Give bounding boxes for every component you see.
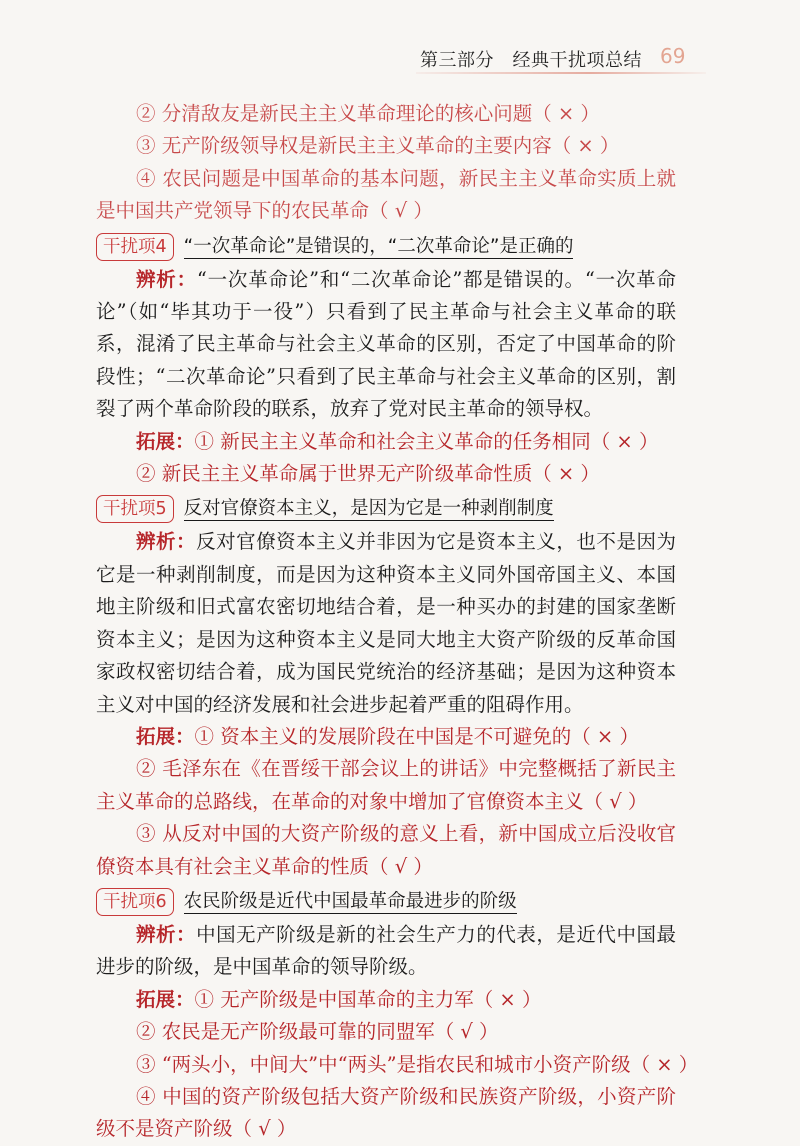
distractor-tag: 干扰项6 bbox=[96, 888, 174, 916]
distractor-heading bbox=[96, 885, 676, 919]
distractor-heading bbox=[96, 230, 676, 264]
extension-item bbox=[96, 426, 676, 458]
header-rule bbox=[416, 72, 706, 74]
extension-item bbox=[96, 984, 676, 1016]
extension-text: ① 新民主主义革命和社会主义革命的任务相同（ × ） bbox=[194, 429, 659, 453]
extension-item: ② 分清敌友是新民主主义革命理论的核心问题（ × ） bbox=[136, 102, 600, 125]
distractor-title: 反对官僚资本主义，是因为它是一种剥削制度 bbox=[183, 498, 554, 520]
extension-item: ③ 无产阶级领导权是新民主主义革命的主要内容（ × ） bbox=[136, 134, 620, 158]
page-header bbox=[416, 44, 716, 74]
distractor-title: 农民阶级是近代中国最革命最进步的阶级 bbox=[183, 890, 517, 912]
extension-label: 拓展： bbox=[136, 987, 195, 1011]
extension-item: ③ “两头小，中间大”中“两头”是指农民和城市小资产阶级（ × ） bbox=[136, 1052, 699, 1076]
extension-item: ② 毛泽东在《在晋绥干部会议上的讲话》中完整概括了新民主主义革命的总路线，在革命的对象中增加了官僚资本主义（ √ ） bbox=[96, 757, 676, 813]
extension-text: ① 无产阶级是中国革命的主力军（ × ） bbox=[194, 987, 542, 1011]
section-title: 第三部分 经典干扰项总结 bbox=[420, 50, 642, 71]
extension-item: ④ 农民问题是中国革命的基本问题，新民主主义革命实质上就是中国共产党领导下的农民革命（ √ ） bbox=[96, 166, 676, 223]
analysis-paragraph bbox=[96, 264, 676, 426]
analysis-paragraph bbox=[96, 526, 676, 720]
extension-label: 拓展： bbox=[136, 429, 195, 453]
extension-item: ③ 从反对中国的大资产阶级的意义上看，新中国成立后没收官僚资本具有社会主义革命的性质（ √ ） bbox=[96, 822, 676, 878]
extension-item bbox=[96, 721, 676, 753]
analysis-text: “一次革命论”和“二次革命论”都是错误的。“一次革命论”（如“毕其功于一役”）只看到了民主革命与社会主义革命的联系，混淆了民主革命与社会主义革命的区别，否定了中国革命的阶段性；“二次革命论”只看到了民主革命与社会主义革命的区别，割裂了两个革命阶段的联系，放弃了党对民主革命的领导权。 bbox=[96, 267, 676, 421]
analysis-paragraph bbox=[96, 919, 676, 984]
extension-item: ② 新民主主义革命属于世界无产阶级革命性质（ × ） bbox=[136, 462, 600, 486]
extension-text: ① 资本主义的发展阶段在中国是不可避免的（ × ） bbox=[194, 724, 639, 748]
distractor-title: “一次革命论”是错误的，“二次革命论”是正确的 bbox=[183, 235, 574, 257]
analysis-label: 辨析： bbox=[136, 530, 197, 554]
analysis-label: 辨析： bbox=[136, 922, 197, 946]
extension-label: 拓展： bbox=[136, 724, 195, 748]
distractor-heading bbox=[96, 492, 676, 526]
extension-item: ④ 中国的资产阶级包括大资产阶级和民族资产阶级，小资产阶级不是资产阶级（ √ ） bbox=[96, 1084, 676, 1141]
analysis-label: 辨析： bbox=[136, 267, 197, 291]
extension-item: ② 农民是无产阶级最可靠的同盟军（ √ ） bbox=[136, 1020, 499, 1044]
page-number: 69 bbox=[660, 44, 686, 68]
page-content bbox=[96, 98, 699, 1146]
analysis-text: 中国无产阶级是新的社会生产力的代表，是近代中国最进步的阶级，是中国革命的领导阶级。 bbox=[96, 922, 676, 979]
distractor-tag: 干扰项4 bbox=[96, 233, 174, 261]
distractor-tag: 干扰项5 bbox=[96, 495, 174, 523]
analysis-text: 反对官僚资本主义并非因为它是资本主义，也不是因为它是一种剥削制度，而是因为这种资本主义同外国帝国主义、本国地主阶级和旧式富农密切地结合着，是一种买办的封建的国家垄断资本主义；是因为这种资本主义是同大地主大资产阶级的反革命国家政权密切结合着，成为国民党统治的经济基础；是因为这种资本主义对中国的经济发展和社会进步起着严重的阻碍作用。 bbox=[96, 530, 676, 716]
